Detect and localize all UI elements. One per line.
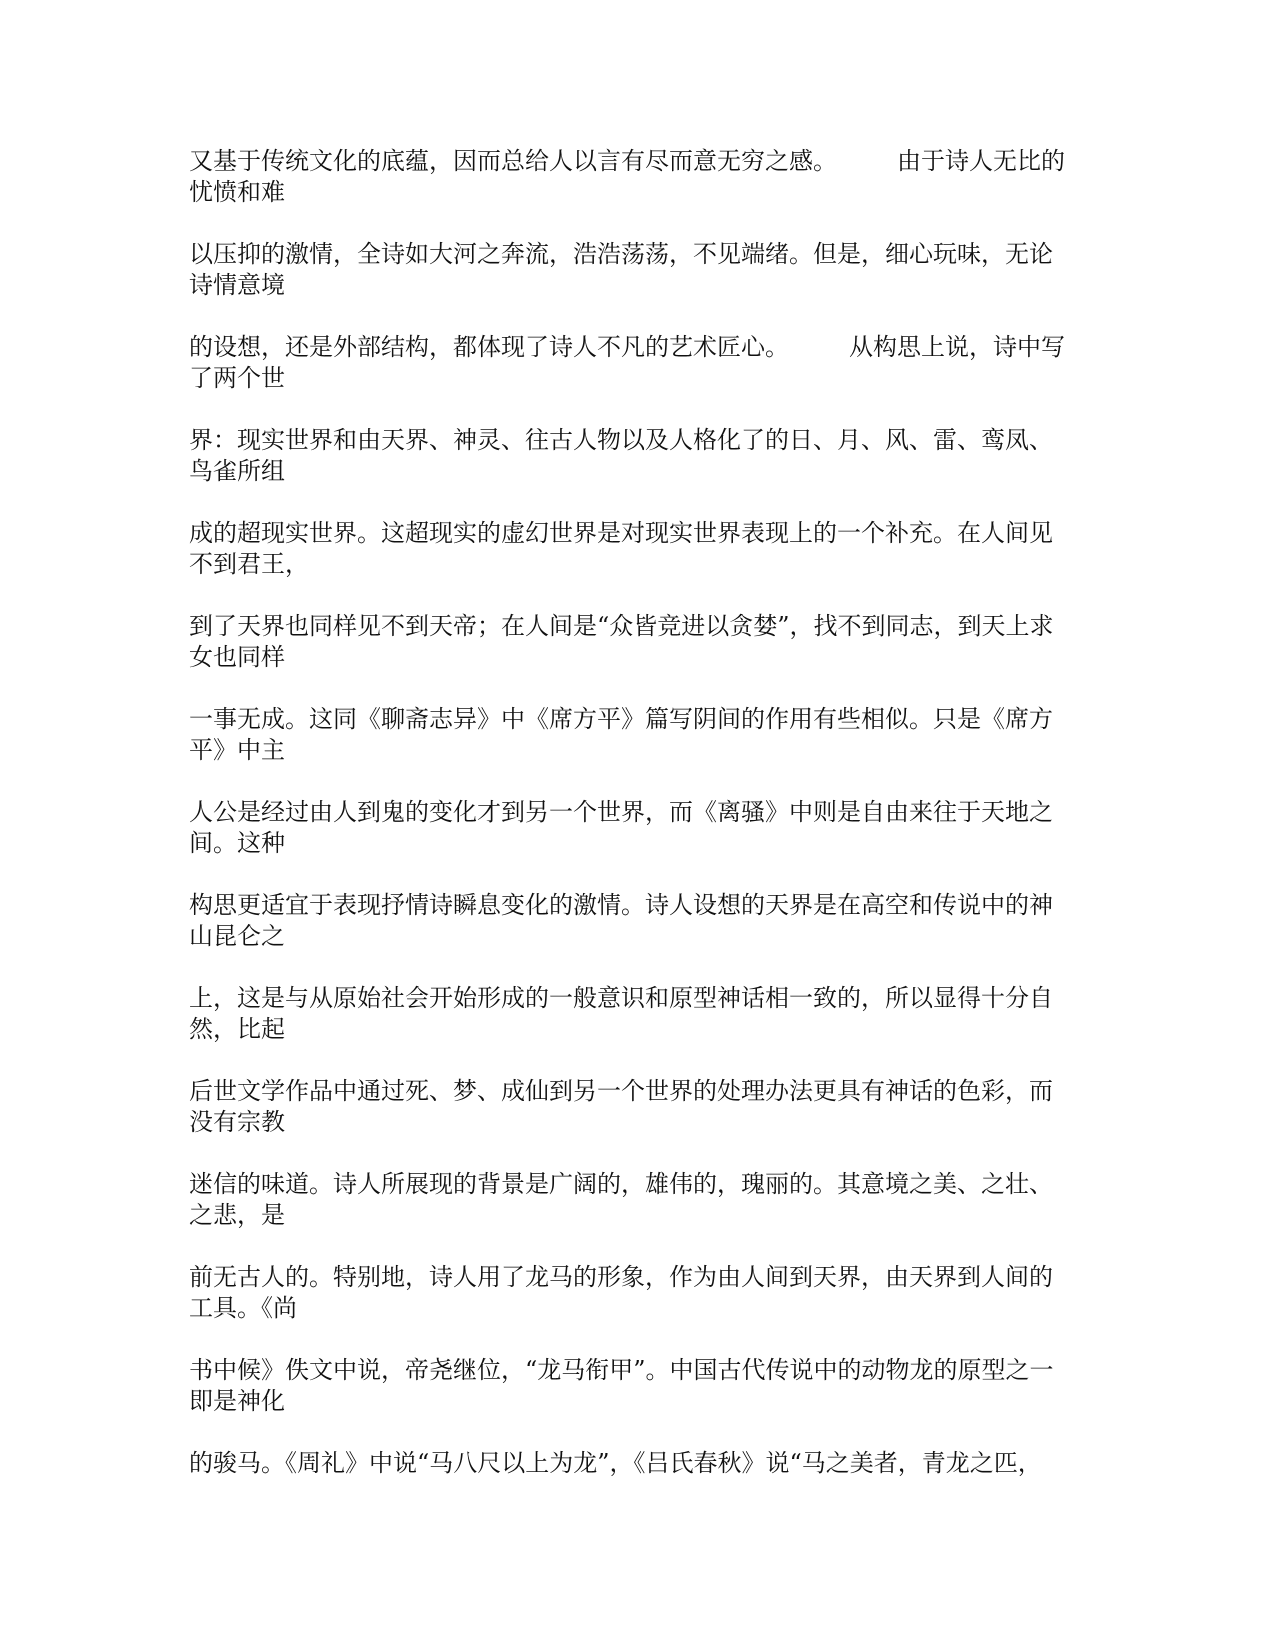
text-line: 一事无成。这同《聊斋志异》中《席方平》篇写阴间的作用有些相似。只是《席方 — [189, 705, 1053, 733]
paragraph — [189, 890, 1089, 952]
paragraph — [189, 425, 1089, 487]
text-line: 工具。《尚 — [189, 1294, 297, 1322]
paragraph — [189, 332, 1089, 394]
text-line: 成的超现实世界。这超现实的虚幻世界是对现实世界表现上的一个补充。在人间见 — [189, 519, 1053, 547]
text-line: 迷信的味道。诗人所展现的背景是广阔的，雄伟的，瑰丽的。其意境之美、之壮、 — [189, 1170, 1053, 1198]
paragraph — [189, 146, 1089, 208]
text-line: 鸟雀所组 — [189, 457, 285, 485]
paragraph — [189, 704, 1089, 766]
text-line: 之悲，是 — [189, 1201, 285, 1229]
text-line: 即是神化 — [189, 1387, 285, 1415]
text-line: 然，比起 — [189, 1015, 285, 1043]
text-line: 上，这是与从原始社会开始形成的一般意识和原型神话相一致的，所以显得十分自 — [189, 984, 1053, 1012]
paragraph — [189, 1355, 1089, 1417]
paragraph — [189, 1262, 1089, 1324]
paragraph — [189, 1076, 1089, 1138]
text-line: 诗情意境 — [189, 271, 285, 299]
text-line: 的骏马。《周礼》中说“马八尺以上为龙”，《吕氏春秋》说“马之美者，青龙之匹， — [189, 1449, 1042, 1477]
text-line: 又基于传统文化的底蕴，因而总给人以言有尽而意无穷之感。 由于诗人无比的 — [189, 147, 1065, 175]
text-line: 了两个世 — [189, 364, 285, 392]
text-line: 平》中主 — [189, 736, 285, 764]
text-line: 不到君王， — [189, 550, 309, 578]
text-line: 构思更适宜于表现抒情诗瞬息变化的激情。诗人设想的天界是在高空和传说中的神 — [189, 891, 1053, 919]
paragraph — [189, 239, 1089, 301]
paragraph — [189, 611, 1089, 673]
text-line: 女也同样 — [189, 643, 285, 671]
paragraph — [189, 1448, 1089, 1479]
paragraph — [189, 983, 1089, 1045]
text-line: 界：现实世界和由天界、神灵、往古人物以及人格化了的日、月、风、雷、鸾凤、 — [189, 426, 1053, 454]
text-line: 前无古人的。特别地，诗人用了龙马的形象，作为由人间到天界，由天界到人间的 — [189, 1263, 1053, 1291]
text-line: 没有宗教 — [189, 1108, 285, 1136]
paragraph — [189, 797, 1089, 859]
paragraph — [189, 1169, 1089, 1231]
text-line: 以压抑的激情，全诗如大河之奔流，浩浩荡荡，不见端绪。但是，细心玩味，无论 — [189, 240, 1053, 268]
paragraph — [189, 518, 1089, 580]
text-line: 后世文学作品中通过死、梦、成仙到另一个世界的处理办法更具有神话的色彩，而 — [189, 1077, 1053, 1105]
text-line: 到了天界也同样见不到天帝；在人间是“众皆竞进以贪婪”，找不到同志，到天上求 — [189, 612, 1054, 640]
text-line: 人公是经过由人到鬼的变化才到另一个世界，而《离骚》中则是自由来往于天地之 — [189, 798, 1053, 826]
text-line: 忧愤和难 — [189, 178, 285, 206]
body-text — [189, 146, 1089, 1510]
text-line: 山昆仑之 — [189, 922, 285, 950]
text-line: 书中候》佚文中说，帝尧继位，“龙马衔甲”。中国古代传说中的动物龙的原型之一 — [189, 1356, 1054, 1384]
text-line: 的设想，还是外部结构，都体现了诗人不凡的艺术匠心。 从构思上说，诗中写 — [189, 333, 1065, 361]
text-line: 间。这种 — [189, 829, 285, 857]
